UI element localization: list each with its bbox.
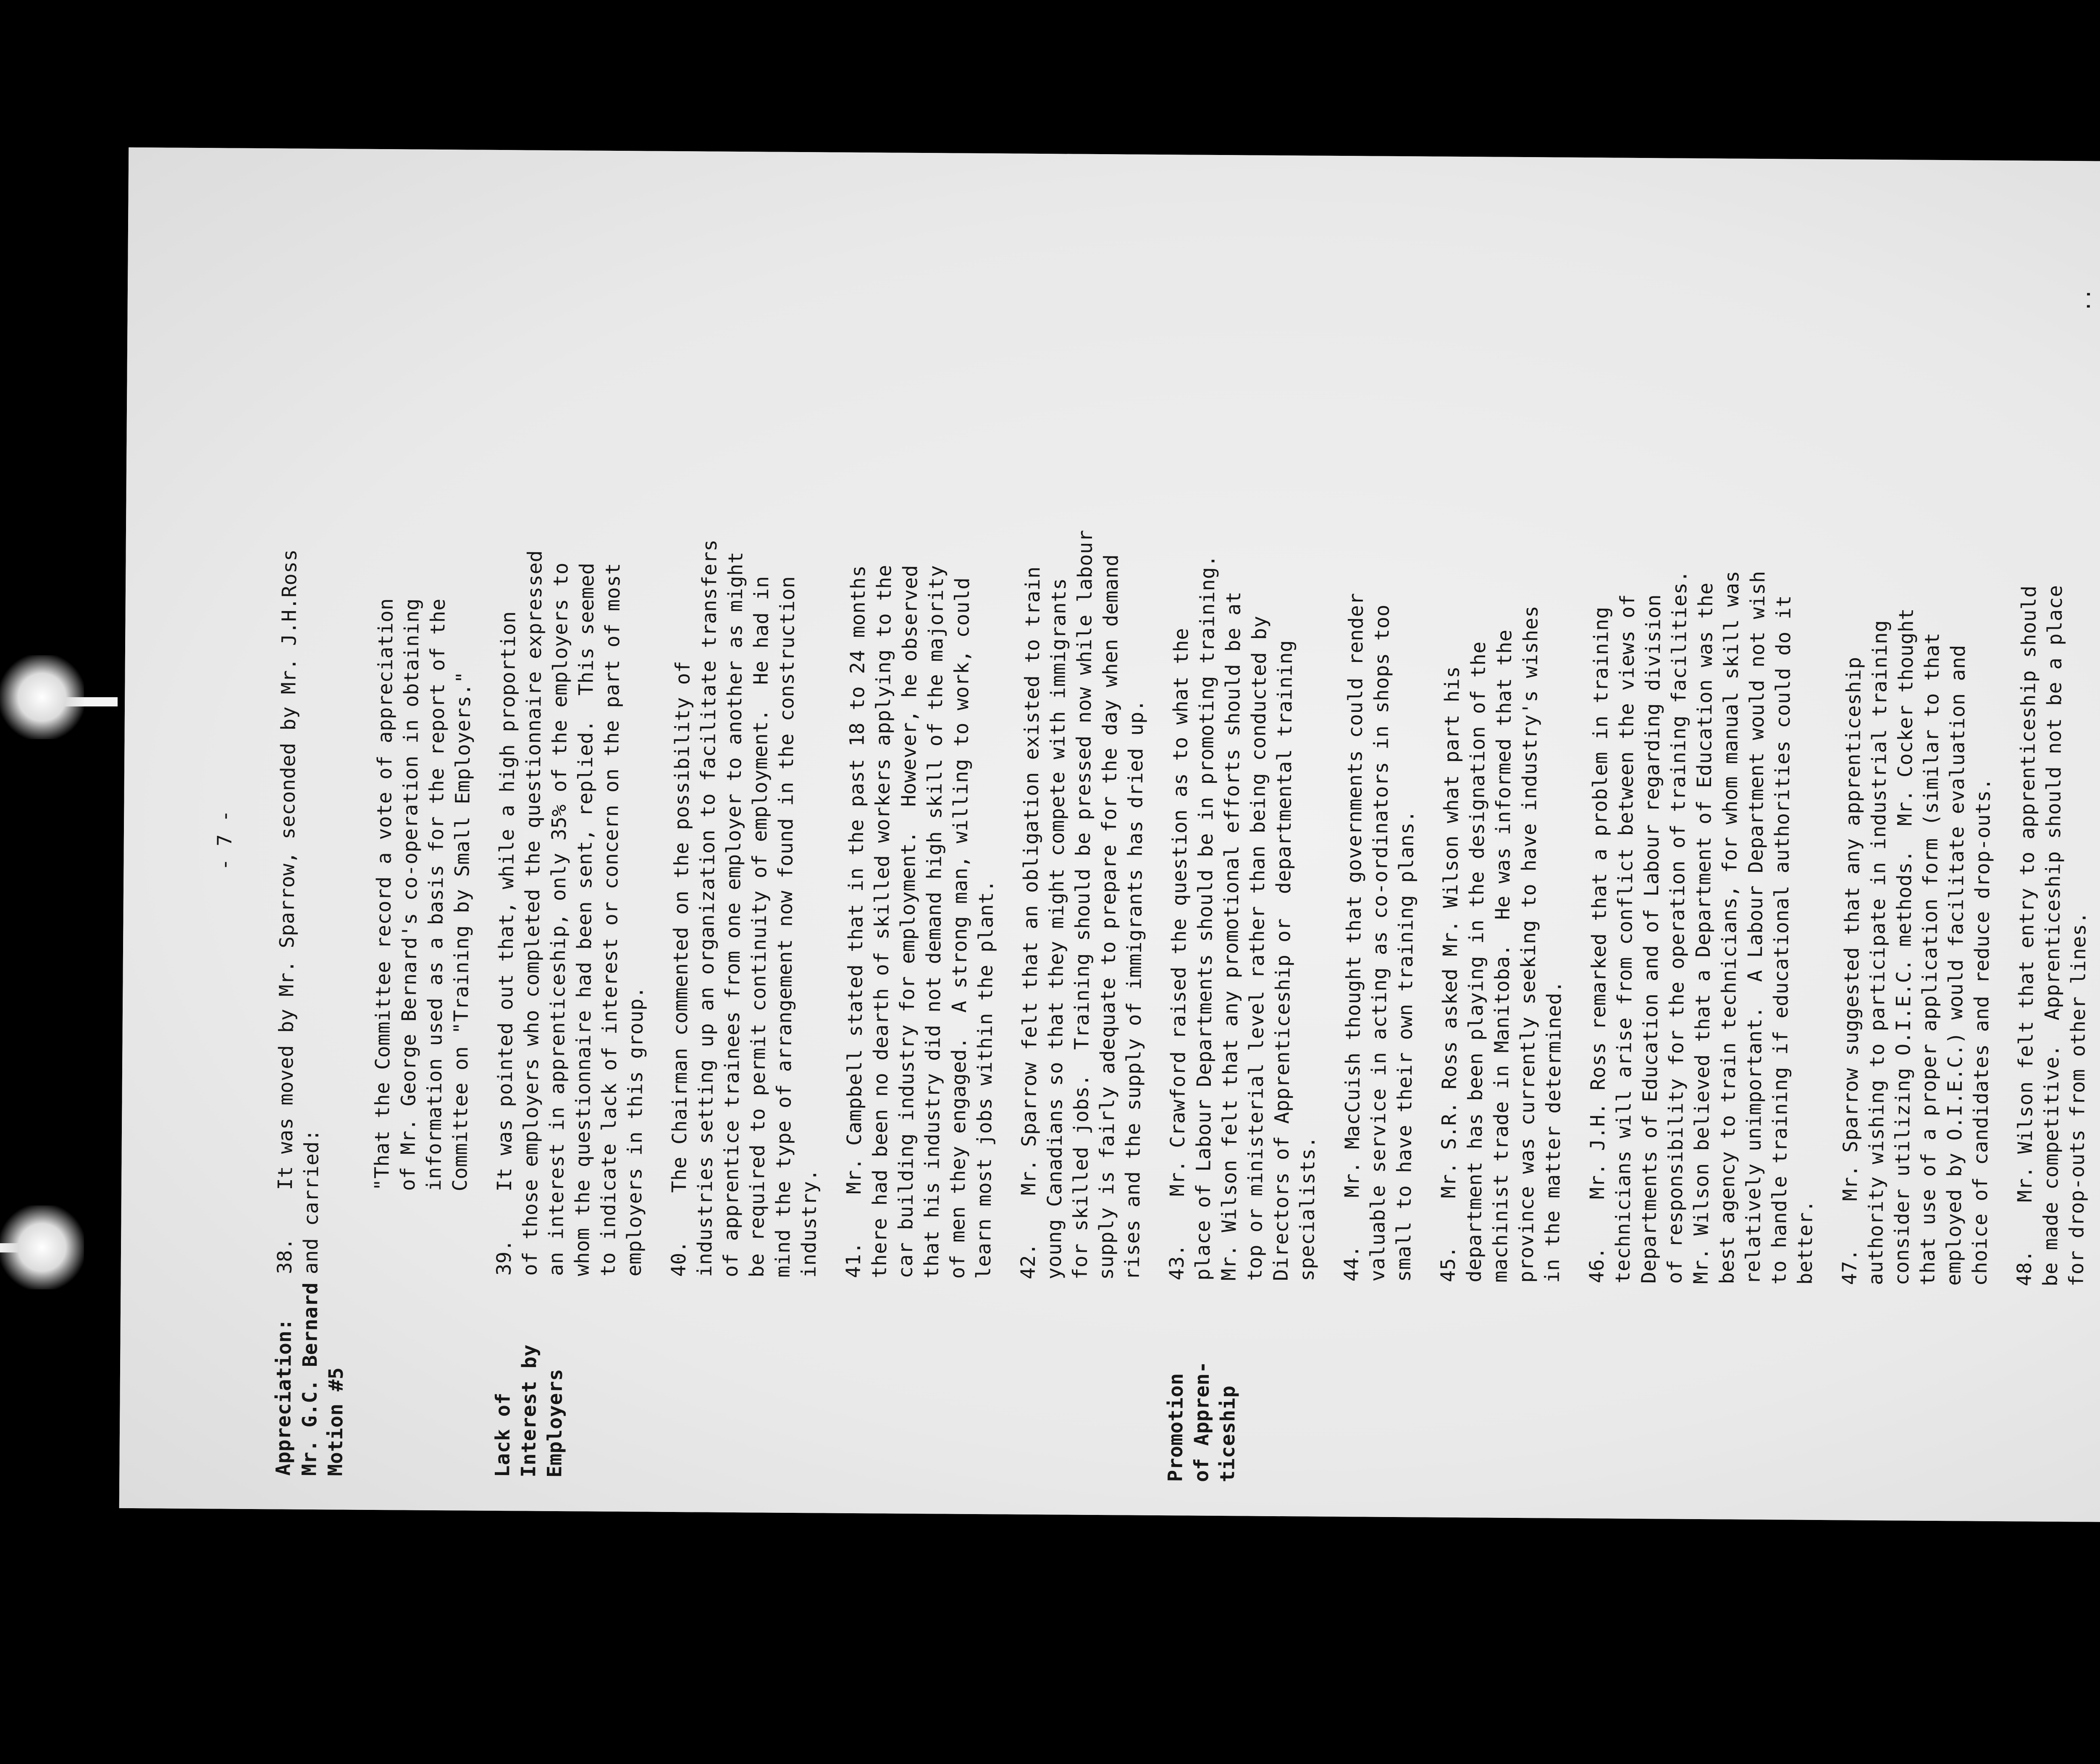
paragraph-line: Mr. Wilson felt that entry to apprenticeship should (2013, 585, 2041, 1202)
paragraph-line: The Chairman commented on the possibility of (668, 660, 695, 1193)
paragraph-line: technicians will arise from conflict between the views of (1611, 594, 1640, 1284)
paragraph-line: Mr. Wilson believed that a Department of Education was the (1689, 582, 1718, 1284)
paragraph-number: 41. (842, 1242, 866, 1278)
quotation-line: information used as a basis for the report of the (423, 598, 450, 1192)
paragraph-line: supply is fairly adequate to prepare for the day when demand (1095, 554, 1123, 1280)
paragraph-line: province was currently seeking to have industry's wishes (1515, 605, 1543, 1283)
side-heading-line: Employers (543, 1368, 567, 1478)
paragraph-line: machinist trade in Manitoba. He was informed that the (1488, 629, 1517, 1283)
paragraph-line: learn most jobs within the plant. (972, 879, 998, 1279)
paragraph-line: an interest in apprenticeship, only 35% of the employers to (544, 562, 573, 1276)
paragraph-line: authority wishing to participate in industrial training (1864, 620, 1892, 1286)
paragraph-line: young Canadians so that they might compete with immigrants (1042, 578, 1071, 1280)
paragraph-number: 48. (2013, 1250, 2037, 1286)
paragraph-line: It was pointed out that, while a high proportion (493, 611, 520, 1192)
paragraph-line: Mr. Sparrow felt that an obligation existed to train (1017, 566, 1045, 1196)
paragraph-line: Mr. Wilson felt that any promotional efforts should be at (1217, 591, 1246, 1281)
side-heading-line: Interest by (517, 1344, 541, 1478)
paragraph-line: Mr. J.H. Ross remarked that a problem in training (1586, 606, 1613, 1200)
side-heading-line: Promotion (1164, 1373, 1188, 1482)
rotated-text-layer (144, 164, 2100, 1524)
paragraph-line: place of Labour Departments should be in promoting training. (1191, 554, 1220, 1281)
side-heading-line: Motion #5 (324, 1367, 348, 1476)
paragraph-line: Mr. S.R. Ross asked Mr. Wilson what part his (1437, 666, 1464, 1199)
paragraph-line: specialists. (1295, 1136, 1320, 1281)
paragraph-line: top or ministerial level rather than being conducted by (1243, 615, 1271, 1281)
paragraph-line: and carried: (299, 1129, 324, 1275)
paragraph-line: that use of a proper application form (similar to that (1916, 632, 1944, 1286)
side-heading-line: Mr. G.C. Bernard (298, 1282, 323, 1476)
paragraph-number: 42. (1016, 1243, 1040, 1280)
quotation-line: "That the Committee record a vote of appreciation (370, 598, 398, 1191)
film-edge-flare-left (0, 655, 84, 739)
paragraph-line: relatively unimportant. A Labour Department would not wish (1741, 570, 1770, 1285)
paragraph-number: 40. (667, 1240, 691, 1277)
paragraph-line: to indicate lack of interest or concern on the part of most (596, 562, 625, 1277)
paragraph-line: Mr. Sparrow suggested that any apprenticeship (1838, 656, 1866, 1201)
paragraph-line: mind the type of arrangement now found in the construction (771, 576, 800, 1278)
paragraph-number: 45. (1436, 1246, 1460, 1283)
paragraph-line: of those employers who completed the questionnaire expressed (518, 550, 547, 1276)
paragraph-line: better. (1793, 1200, 1817, 1285)
paragraph-line: best agency to train technicians, for whom manual skill was (1715, 570, 1744, 1284)
paragraph-line: small to have their own training plans. (1392, 810, 1419, 1282)
paragraph-line: industry. (797, 1168, 822, 1278)
continuation-mark: .. (2071, 288, 2095, 312)
paragraph-line: that his industry did not demand high skill of the majority (920, 565, 948, 1279)
paragraph-line: department has been playing in the designation of the (1462, 641, 1491, 1283)
paragraph-line: be required to permit continuity of employment. He had in (745, 575, 774, 1278)
document-page (119, 147, 2100, 1524)
side-heading-line: Appreciation: (272, 1318, 296, 1476)
paragraph-line: valuable service in acting as co-ordinators in shops too (1366, 604, 1394, 1282)
paragraph-number: 39. (492, 1239, 516, 1276)
paragraph-line: rises and the supply of immigrants has dried up. (1121, 699, 1148, 1280)
paragraph-line: of apprentice trainees from one employer to another as might (719, 551, 748, 1278)
paragraph-line: choice of candidates and reduce drop-outs. (1968, 778, 1995, 1286)
film-edge-flare-left-2 (0, 1205, 84, 1289)
paragraph-line: Mr. MacCuish thought that governments could render (1340, 593, 1368, 1198)
paragraph-line: in the matter determined. (1541, 980, 1566, 1283)
paragraph-line: Directors of Apprenticeship or departmental training (1269, 640, 1297, 1281)
page-number: - 7 - (213, 810, 237, 871)
paragraph-line: there had been no dearth of skilled workers applying to the (868, 564, 896, 1278)
paragraph-line: It was moved by Mr. Sparrow, seconded by Mr. J.H.Ross (274, 549, 302, 1190)
side-heading-line: Lack of (491, 1392, 515, 1478)
paragraph-line: employers in this group. (622, 986, 648, 1277)
paragraph-number: 47. (1838, 1248, 1862, 1285)
paragraph-number: 44. (1340, 1245, 1364, 1282)
paragraph-line: for drop-outs from other lines. (2065, 911, 2091, 1287)
paragraph-line: Mr. Campbell stated that in the past 18 to 24 months (843, 565, 870, 1194)
side-heading-line: of Appren- (1190, 1361, 1214, 1482)
paragraph-number: 46. (1585, 1247, 1609, 1284)
paragraph-number: 38. (273, 1237, 297, 1274)
quotation-line: Committee on "Training by Small Employers." (449, 671, 475, 1192)
paragraph-line: industries setting up an organization to facilitate transfers (693, 539, 722, 1277)
paragraph-line: for skilled jobs. Training should be pressed now while labour (1068, 530, 1097, 1280)
paragraph-line: Departments of Education and of Labour regarding division (1637, 594, 1666, 1284)
paragraph-line: employed by O.I.E.C.) would facilitate evaluation and (1942, 644, 1970, 1286)
paragraph-line: to handle training if educational authorities could do it (1767, 595, 1796, 1285)
quotation-line: of Mr. George Bernard's co-operation in obtaining (396, 598, 424, 1191)
paragraph-line: Mr. Crawford raised the question as to what the (1166, 627, 1193, 1197)
paragraph-line: of men they engaged. A strong man, willing to work, could (946, 577, 974, 1279)
side-heading-line: ticeship (1216, 1385, 1240, 1483)
paragraph-line: consider utilizing O.I.E.C. methods. Mr. Cocker thought (1890, 608, 1918, 1286)
paragraph-line: whom the questionnaire had been sent, replied. This seemed (570, 562, 599, 1276)
paragraph-line: be made competitive. Apprenticeship should not be a place (2039, 585, 2067, 1287)
paragraph-number: 43. (1165, 1244, 1189, 1281)
paragraph-line: car building industry for employment. However, he observed (894, 564, 922, 1279)
paragraph-line: of responsibility for the operation of training facilities. (1663, 570, 1692, 1284)
